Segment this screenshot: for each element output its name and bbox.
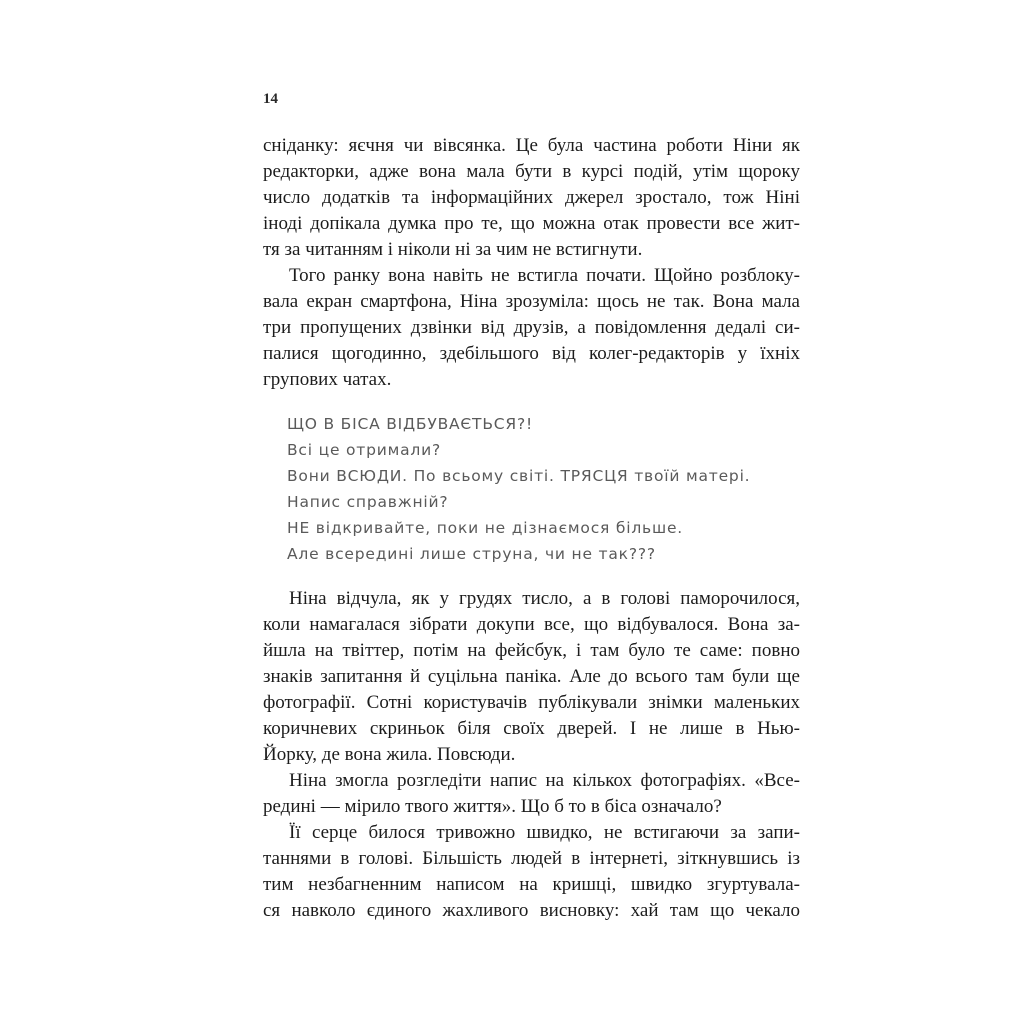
paragraph — [263, 768, 800, 820]
text-line: Ніна відчула, як у грудях тисло, а в голові паморочилося, — [289, 588, 800, 609]
chat-block — [287, 411, 800, 567]
text-line: коли намагалася зібрати докупи все, що відбувалося. Вона за- — [263, 614, 800, 635]
chat-message-line: Напис справжній? — [287, 493, 449, 511]
text-line: три пропущених дзвінки від друзів, а повідомлення дедалі си- — [263, 317, 800, 338]
text-line: іноді допікала думка про те, що можна отак провести все жит- — [263, 213, 800, 234]
text-line: палися щогодинно, здебільшого від колег-редакторів у їхніх — [263, 343, 800, 364]
text-line: знаків запитання й суцільна паніка. Але до всього там були ще — [263, 666, 800, 687]
text-line: Йорку, де вона жила. Повсюди. — [263, 744, 516, 765]
text-line: Того ранку вона навіть не встигла почати. Щойно розблоку- — [289, 265, 800, 286]
chat-message-line: НЕ відкривайте, поки не дізнаємося більше. — [287, 519, 684, 537]
text-line: редакторки, адже вона мала бути в курсі подій, утім щороку — [263, 161, 800, 182]
text-line: групових чатах. — [263, 369, 392, 390]
paragraph — [263, 133, 800, 263]
text-line: коричневих скриньок біля своїх дверей. І не лише в Нью- — [263, 718, 800, 739]
text-line: ся навколо єдиного жахливого висновку: хай там що чекало — [263, 900, 800, 921]
paragraph — [263, 263, 800, 393]
text-line: число додатків та інформаційних джерел зростало, тож Ніні — [263, 187, 800, 208]
paragraph — [263, 820, 800, 924]
text-block — [263, 133, 800, 924]
text-line: тим незбагненним написом на кришці, швидко згуртувала- — [263, 874, 800, 895]
chat-message-line: Але всередині лише струна, чи не так??? — [287, 545, 656, 563]
chat-message-line: Всі це отримали? — [287, 441, 442, 459]
text-line: редині — мірило твого життя». Що б то в біса означало? — [263, 796, 722, 817]
text-line: тя за читанням і ніколи ні за чим не встигнути. — [263, 239, 643, 260]
page-number: 14 — [263, 91, 278, 107]
text-line: фотографії. Сотні користувачів публікували знімки маленьких — [263, 692, 800, 713]
paragraph — [263, 586, 800, 768]
text-line: таннями в голові. Більшість людей в інтернеті, зіткнувшись із — [263, 848, 800, 869]
text-line: вала екран смартфона, Ніна зрозуміла: щось не так. Вона мала — [263, 291, 800, 312]
text-line: йшла на твіттер, потім на фейсбук, і там було те саме: повно — [263, 640, 800, 661]
text-line: Ніна змогла розгледіти напис на кількох фотографіях. «Все- — [289, 770, 800, 791]
text-line: Її серце билося тривожно швидко, не встигаючи за запи- — [289, 822, 800, 843]
text-line: сніданку: яєчня чи вівсянка. Це була частина роботи Ніни як — [263, 135, 800, 156]
book-page — [263, 92, 800, 924]
chat-message-line: ЩО В БІСА ВІДБУВАЄТЬСЯ?! — [287, 415, 533, 433]
chat-message-line: Вони ВСЮДИ. По всьому світі. ТРЯСЦЯ твоїй матері. — [287, 467, 751, 485]
